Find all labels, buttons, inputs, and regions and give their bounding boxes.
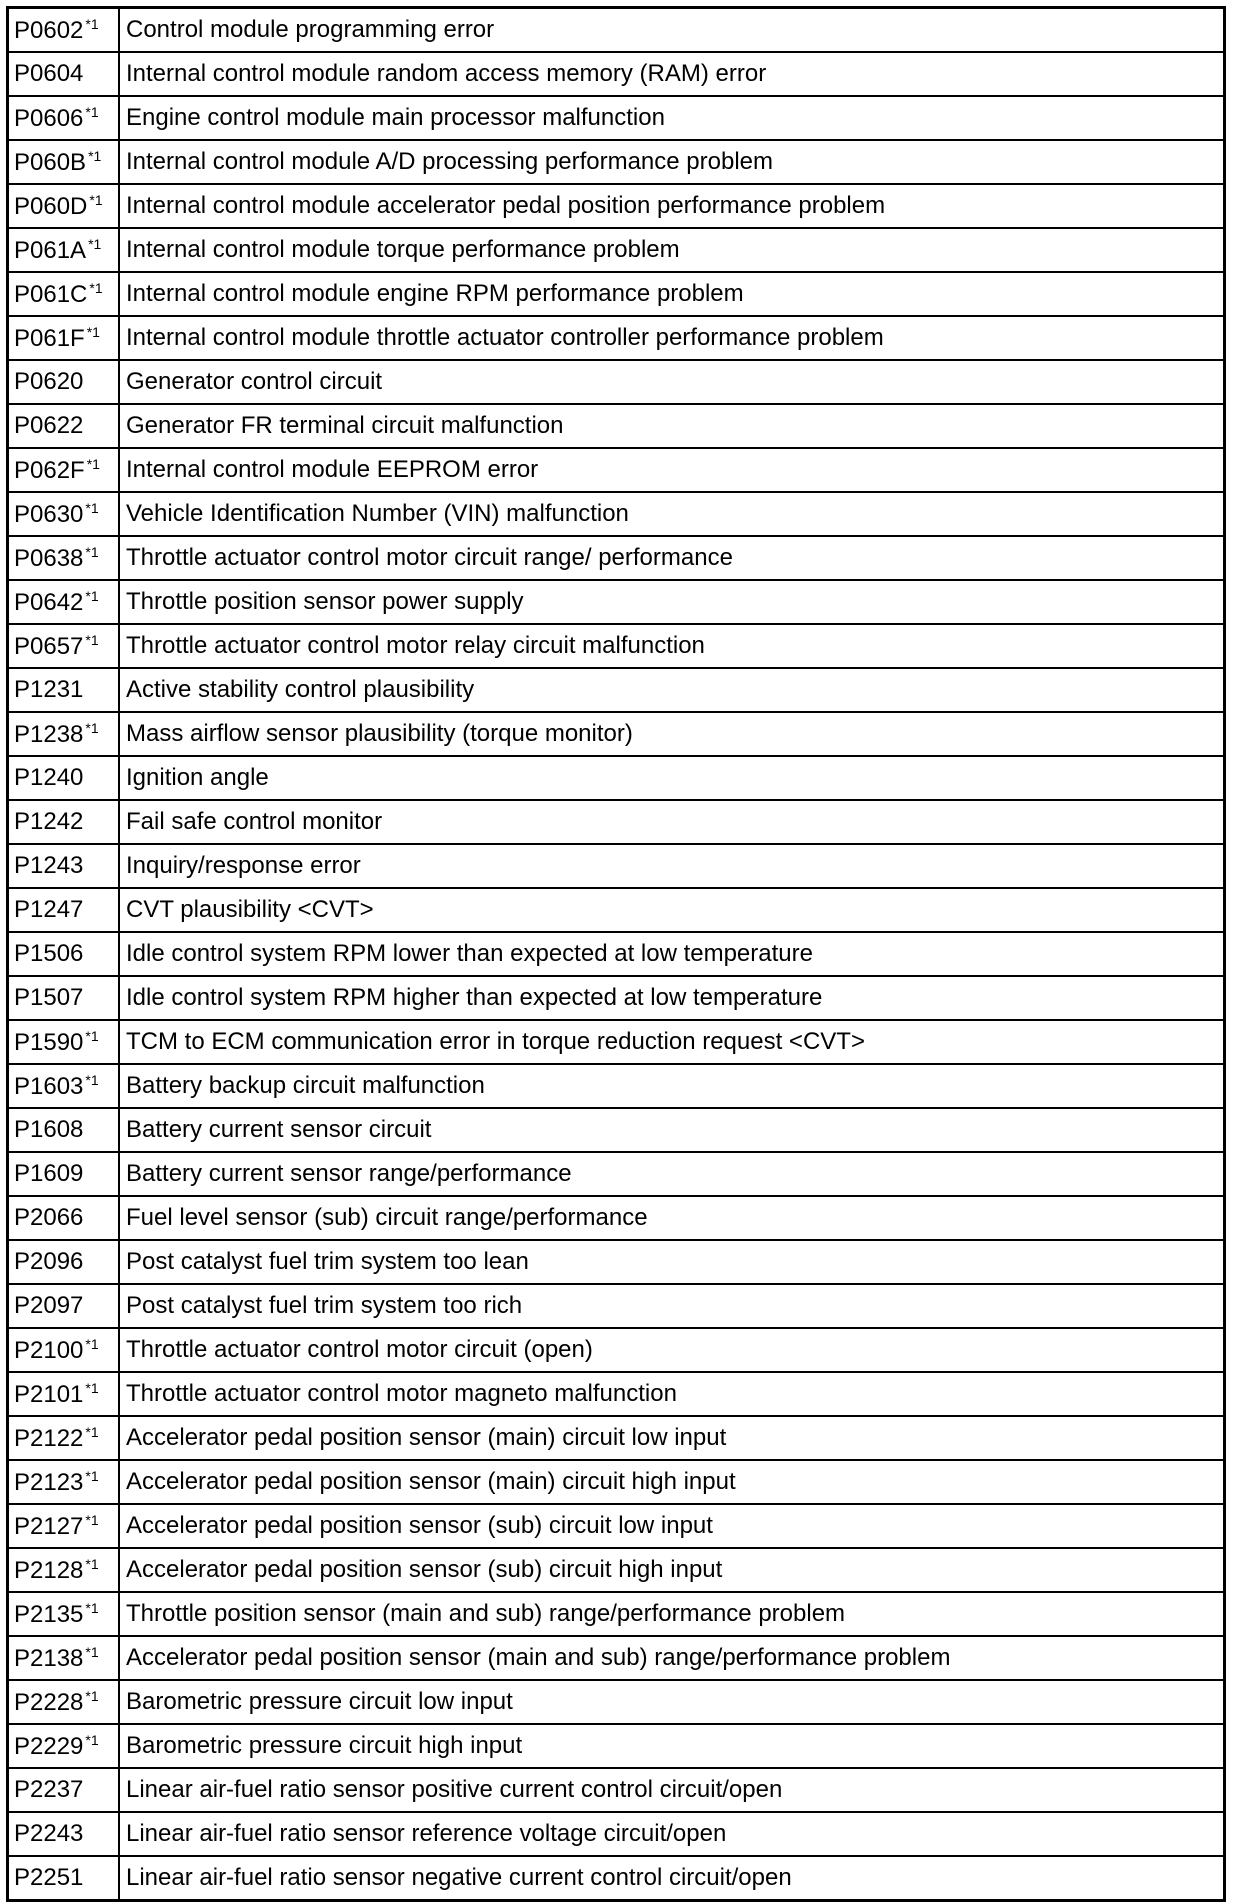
dtc-description: Internal control module accelerator pedal position performance problem (119, 184, 1225, 228)
dtc-code: P1603 (14, 1073, 84, 1100)
dtc-description: Internal control module A/D processing performance problem (119, 140, 1225, 184)
table-row (8, 1680, 1225, 1724)
table-row (8, 932, 1225, 976)
dtc-description: Throttle actuator control motor circuit range/ performance (119, 536, 1225, 580)
footnote-mark: *1 (85, 1028, 99, 1044)
dtc-code-cell (8, 1328, 120, 1372)
dtc-description: Battery current sensor range/performance (119, 1152, 1225, 1196)
table-row (8, 844, 1225, 888)
dtc-code-cell (8, 1152, 120, 1196)
table-row (8, 228, 1225, 272)
dtc-code-cell (8, 360, 120, 404)
table-row (8, 404, 1225, 448)
footnote-mark: *1 (85, 104, 99, 120)
dtc-code: P1507 (14, 984, 84, 1011)
dtc-code-cell (8, 1856, 120, 1901)
dtc-code: P2228 (14, 1689, 84, 1716)
dtc-code: P1238 (14, 721, 84, 748)
dtc-description: Throttle position sensor (main and sub) range/performance problem (119, 1592, 1225, 1636)
dtc-description: Throttle position sensor power supply (119, 580, 1225, 624)
dtc-table (6, 6, 1226, 1902)
table-row (8, 1416, 1225, 1460)
dtc-code-cell (8, 1372, 120, 1416)
dtc-code-cell (8, 1680, 120, 1724)
dtc-description: Active stability control plausibility (119, 668, 1225, 712)
dtc-code-cell (8, 492, 120, 536)
footnote-mark: *1 (89, 280, 103, 296)
table-row (8, 1328, 1225, 1372)
table-row (8, 1504, 1225, 1548)
table-row (8, 1460, 1225, 1504)
footnote-mark: *1 (85, 720, 99, 736)
table-row (8, 492, 1225, 536)
table-row (8, 316, 1225, 360)
dtc-description: Accelerator pedal position sensor (main and sub) range/performance problem (119, 1636, 1225, 1680)
dtc-code: P1608 (14, 1116, 84, 1143)
footnote-mark: *1 (88, 236, 102, 252)
dtc-description: Fail safe control monitor (119, 800, 1225, 844)
footnote-mark: *1 (85, 500, 99, 516)
footnote-mark: *1 (85, 1380, 99, 1396)
dtc-description: Idle control system RPM higher than expected at low temperature (119, 976, 1225, 1020)
dtc-code-cell (8, 448, 120, 492)
footnote-mark: *1 (85, 544, 99, 560)
dtc-description: Throttle actuator control motor relay circuit malfunction (119, 624, 1225, 668)
dtc-description: Internal control module random access memory (RAM) error (119, 52, 1225, 96)
dtc-code-cell (8, 976, 120, 1020)
dtc-code: P1242 (14, 808, 84, 835)
table-row (8, 52, 1225, 96)
dtc-code-cell (8, 1592, 120, 1636)
dtc-code: P2127 (14, 1513, 84, 1540)
dtc-description: Battery current sensor circuit (119, 1108, 1225, 1152)
dtc-code: P1247 (14, 896, 84, 923)
table-row (8, 1108, 1225, 1152)
dtc-description: Internal control module torque performance problem (119, 228, 1225, 272)
footnote-mark: *1 (85, 1600, 99, 1616)
dtc-code-cell (8, 8, 120, 53)
dtc-code-cell (8, 272, 120, 316)
dtc-description: Barometric pressure circuit high input (119, 1724, 1225, 1768)
dtc-code-cell (8, 1548, 120, 1592)
dtc-description: CVT plausibility <CVT> (119, 888, 1225, 932)
dtc-description: Internal control module throttle actuator controller performance problem (119, 316, 1225, 360)
table-row (8, 272, 1225, 316)
table-row (8, 1196, 1225, 1240)
dtc-code-cell (8, 1724, 120, 1768)
footnote-mark: *1 (85, 1688, 99, 1704)
dtc-code: P061F (14, 325, 85, 352)
dtc-code-cell (8, 888, 120, 932)
table-row (8, 1636, 1225, 1680)
dtc-description: Battery backup circuit malfunction (119, 1064, 1225, 1108)
dtc-description: Internal control module engine RPM performance problem (119, 272, 1225, 316)
dtc-description: Ignition angle (119, 756, 1225, 800)
dtc-code: P2123 (14, 1469, 84, 1496)
footnote-mark: *1 (85, 1512, 99, 1528)
dtc-code: P1231 (14, 676, 84, 703)
dtc-code: P2135 (14, 1601, 84, 1628)
dtc-code: P2138 (14, 1645, 84, 1672)
dtc-code: P2237 (14, 1776, 84, 1803)
table-row (8, 756, 1225, 800)
table-row (8, 8, 1225, 53)
dtc-code: P0622 (14, 412, 84, 439)
table-row (8, 1284, 1225, 1328)
dtc-code-cell (8, 1812, 120, 1856)
dtc-code-cell (8, 316, 120, 360)
dtc-code: P060D (14, 193, 88, 220)
dtc-description: Barometric pressure circuit low input (119, 1680, 1225, 1724)
table-row (8, 976, 1225, 1020)
dtc-description: Internal control module EEPROM error (119, 448, 1225, 492)
dtc-code: P1243 (14, 852, 84, 879)
dtc-code: P2243 (14, 1820, 84, 1847)
dtc-code-cell (8, 184, 120, 228)
dtc-code: P0638 (14, 545, 84, 572)
footnote-mark: *1 (85, 16, 99, 32)
dtc-code-cell (8, 96, 120, 140)
dtc-code-cell (8, 1196, 120, 1240)
dtc-description: Post catalyst fuel trim system too lean (119, 1240, 1225, 1284)
table-row (8, 1592, 1225, 1636)
dtc-description: Accelerator pedal position sensor (sub) circuit high input (119, 1548, 1225, 1592)
table-row (8, 1152, 1225, 1196)
dtc-code-cell (8, 228, 120, 272)
dtc-code: P0630 (14, 501, 84, 528)
table-row (8, 1372, 1225, 1416)
dtc-code-cell (8, 140, 120, 184)
dtc-code: P2100 (14, 1337, 84, 1364)
dtc-code-cell (8, 844, 120, 888)
dtc-code: P2066 (14, 1204, 84, 1231)
table-row (8, 712, 1225, 756)
dtc-code: P0657 (14, 633, 84, 660)
table-row (8, 888, 1225, 932)
footnote-mark: *1 (85, 632, 99, 648)
table-row (8, 624, 1225, 668)
footnote-mark: *1 (85, 1336, 99, 1352)
table-row (8, 140, 1225, 184)
footnote-mark: *1 (85, 1644, 99, 1660)
table-row (8, 360, 1225, 404)
footnote-mark: *1 (86, 456, 100, 472)
dtc-code-cell (8, 756, 120, 800)
dtc-code: P0602 (14, 17, 84, 44)
dtc-description: Accelerator pedal position sensor (main) circuit low input (119, 1416, 1225, 1460)
dtc-code-cell (8, 1460, 120, 1504)
dtc-description: Linear air-fuel ratio sensor positive current control circuit/open (119, 1768, 1225, 1812)
dtc-description: Generator control circuit (119, 360, 1225, 404)
footnote-mark: *1 (85, 1732, 99, 1748)
dtc-description: Generator FR terminal circuit malfunction (119, 404, 1225, 448)
dtc-description: TCM to ECM communication error in torque reduction request <CVT> (119, 1020, 1225, 1064)
dtc-code: P2128 (14, 1557, 84, 1584)
dtc-code-cell (8, 1768, 120, 1812)
table-row (8, 1548, 1225, 1592)
footnote-mark: *1 (85, 588, 99, 604)
dtc-code-cell (8, 1636, 120, 1680)
dtc-description: Linear air-fuel ratio sensor reference voltage circuit/open (119, 1812, 1225, 1856)
dtc-description: Fuel level sensor (sub) circuit range/performance (119, 1196, 1225, 1240)
dtc-code-cell (8, 1240, 120, 1284)
table-row (8, 580, 1225, 624)
dtc-description: Accelerator pedal position sensor (sub) circuit low input (119, 1504, 1225, 1548)
dtc-description: Idle control system RPM lower than expected at low temperature (119, 932, 1225, 976)
dtc-code: P061C (14, 281, 88, 308)
dtc-code: P0604 (14, 60, 84, 87)
dtc-code-cell (8, 52, 120, 96)
dtc-code-cell (8, 1064, 120, 1108)
dtc-code: P0606 (14, 105, 84, 132)
dtc-code: P2122 (14, 1425, 84, 1452)
dtc-description: Post catalyst fuel trim system too rich (119, 1284, 1225, 1328)
dtc-description: Throttle actuator control motor magneto malfunction (119, 1372, 1225, 1416)
dtc-code: P1609 (14, 1160, 84, 1187)
table-row (8, 1064, 1225, 1108)
dtc-code-cell (8, 1284, 120, 1328)
dtc-description: Inquiry/response error (119, 844, 1225, 888)
dtc-description: Accelerator pedal position sensor (main) circuit high input (119, 1460, 1225, 1504)
dtc-code: P2229 (14, 1733, 84, 1760)
footnote-mark: *1 (85, 1072, 99, 1088)
dtc-code: P062F (14, 457, 85, 484)
dtc-code: P2251 (14, 1864, 84, 1891)
dtc-code-cell (8, 1504, 120, 1548)
dtc-code: P1590 (14, 1029, 84, 1056)
dtc-code-cell (8, 712, 120, 756)
table-row (8, 184, 1225, 228)
footnote-mark: *1 (86, 324, 100, 340)
footnote-mark: *1 (89, 192, 103, 208)
dtc-code: P0642 (14, 589, 84, 616)
dtc-description: Throttle actuator control motor circuit (open) (119, 1328, 1225, 1372)
dtc-code: P060B (14, 149, 87, 176)
dtc-code: P2101 (14, 1381, 84, 1408)
footnote-mark: *1 (85, 1468, 99, 1484)
dtc-description: Engine control module main processor malfunction (119, 96, 1225, 140)
dtc-code-cell (8, 932, 120, 976)
table-row (8, 1768, 1225, 1812)
table-row (8, 448, 1225, 492)
dtc-code-cell (8, 536, 120, 580)
footnote-mark: *1 (88, 148, 102, 164)
table-row (8, 96, 1225, 140)
dtc-code: P1506 (14, 940, 84, 967)
table-row (8, 1240, 1225, 1284)
footnote-mark: *1 (85, 1556, 99, 1572)
dtc-code-cell (8, 800, 120, 844)
table-row (8, 1724, 1225, 1768)
table-row (8, 1856, 1225, 1901)
dtc-code-cell (8, 404, 120, 448)
dtc-code-cell (8, 580, 120, 624)
dtc-code-cell (8, 624, 120, 668)
dtc-description: Linear air-fuel ratio sensor negative current control circuit/open (119, 1856, 1225, 1901)
dtc-code-cell (8, 1108, 120, 1152)
dtc-code-cell (8, 1020, 120, 1064)
dtc-description: Control module programming error (119, 8, 1225, 53)
dtc-code-cell (8, 1416, 120, 1460)
dtc-code: P2097 (14, 1292, 84, 1319)
table-row (8, 1812, 1225, 1856)
dtc-description: Vehicle Identification Number (VIN) malfunction (119, 492, 1225, 536)
dtc-description: Mass airflow sensor plausibility (torque monitor) (119, 712, 1225, 756)
table-row (8, 668, 1225, 712)
table-row (8, 536, 1225, 580)
dtc-code: P1240 (14, 764, 84, 791)
table-row (8, 800, 1225, 844)
dtc-code: P061A (14, 237, 87, 264)
footnote-mark: *1 (85, 1424, 99, 1440)
dtc-table-body (8, 8, 1225, 1901)
dtc-code: P0620 (14, 368, 84, 395)
dtc-code-cell (8, 668, 120, 712)
table-row (8, 1020, 1225, 1064)
dtc-code: P2096 (14, 1248, 84, 1275)
